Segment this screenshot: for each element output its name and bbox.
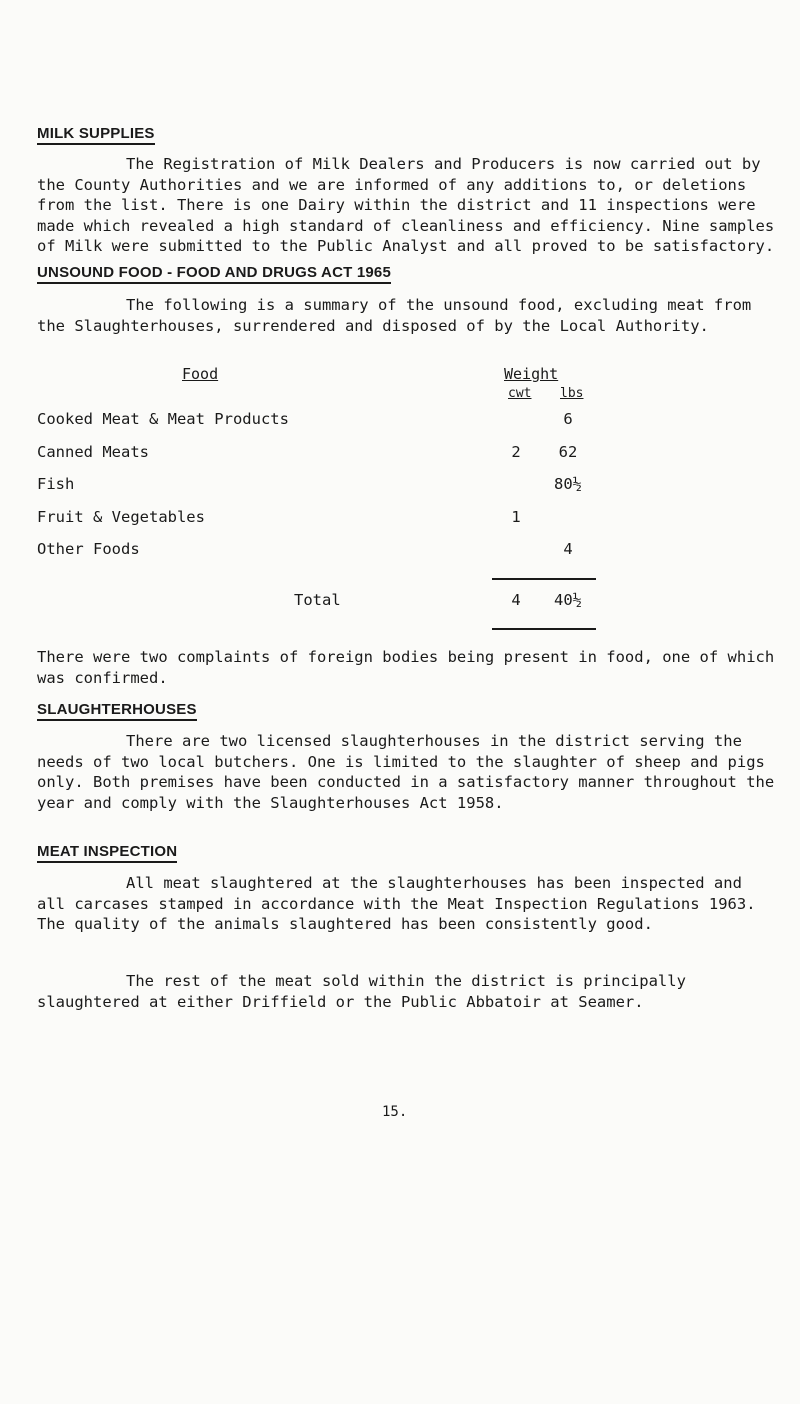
meat-inspection-heading: MEAT INSPECTION (37, 843, 177, 863)
cwt-value: 2 (511, 443, 521, 461)
total-cwt-value: 4 (511, 591, 521, 609)
slaughterhouses-heading: SLAUGHTERHOUSES (37, 701, 197, 721)
total-top-rule (492, 578, 596, 580)
unsound-food-heading: UNSOUND FOOD - FOOD AND DRUGS ACT 1965 (37, 264, 391, 284)
meat-inspection-paragraph-2: The rest of the meat sold within the district is principally slaughtered at either Driffield or the Public Abbatoir at Seamer. (37, 972, 696, 1011)
total-bottom-rule (492, 628, 596, 630)
total-lbs-value: 40½ (554, 591, 582, 609)
lbs-value: 6 (563, 410, 573, 428)
milk-supplies-paragraph: The Registration of Milk Dealers and Producers is now carried out by the County Authorities and we are informed of any additions to, or deletions from the list. There is one Dairy within the district and 11 inspections were made which revealed a high standard of cleanliness and efficiency. Nine samples of Milk were submitted to the Public Analyst and all proved to be satisfactory. (37, 155, 784, 255)
food-label: Other Foods (37, 540, 140, 558)
milk-supplies-heading: MILK SUPPLIES (37, 125, 155, 145)
food-label: Fruit & Vegetables (37, 508, 205, 526)
food-label: Cooked Meat & Meat Products (37, 410, 289, 428)
slaughterhouses-paragraph: There are two licensed slaughterhouses in the district serving the needs of two local butchers. One is limited to the slaughter of sheep and pigs only. Both premises have been conducted in a satisfactory manner throughout the year and comply with the Slaughterhouses Act 1958. (37, 732, 784, 812)
lbs-value: 62 (558, 443, 578, 461)
total-label: Total (294, 591, 341, 609)
food-label: Canned Meats (37, 443, 149, 461)
page-number: 15. (382, 1104, 408, 1120)
lbs-value: 4 (563, 540, 573, 558)
food-column-header: Food (182, 365, 219, 383)
cwt-column-header: cwt (508, 386, 532, 401)
food-label: Fish (37, 475, 75, 493)
lbs-value: 80½ (554, 475, 582, 493)
complaints-paragraph: There were two complaints of foreign bodies being present in food, one of which was confirmed. (37, 648, 784, 687)
meat-inspection-paragraph-1: All meat slaughtered at the slaughterhouses has been inspected and all carcases stamped in accordance with the Meat Inspection Regulations 1963. The quality of the animals slaughtered has been consistently good. (37, 874, 765, 933)
lbs-column-header: lbs (560, 386, 584, 401)
unsound-food-paragraph: The following is a summary of the unsound food, excluding meat from the Slaughterhouses, surrendered and disposed of by the Local Authority. (37, 296, 761, 335)
cwt-value: 1 (511, 508, 521, 526)
weight-column-header: Weight (504, 365, 559, 383)
